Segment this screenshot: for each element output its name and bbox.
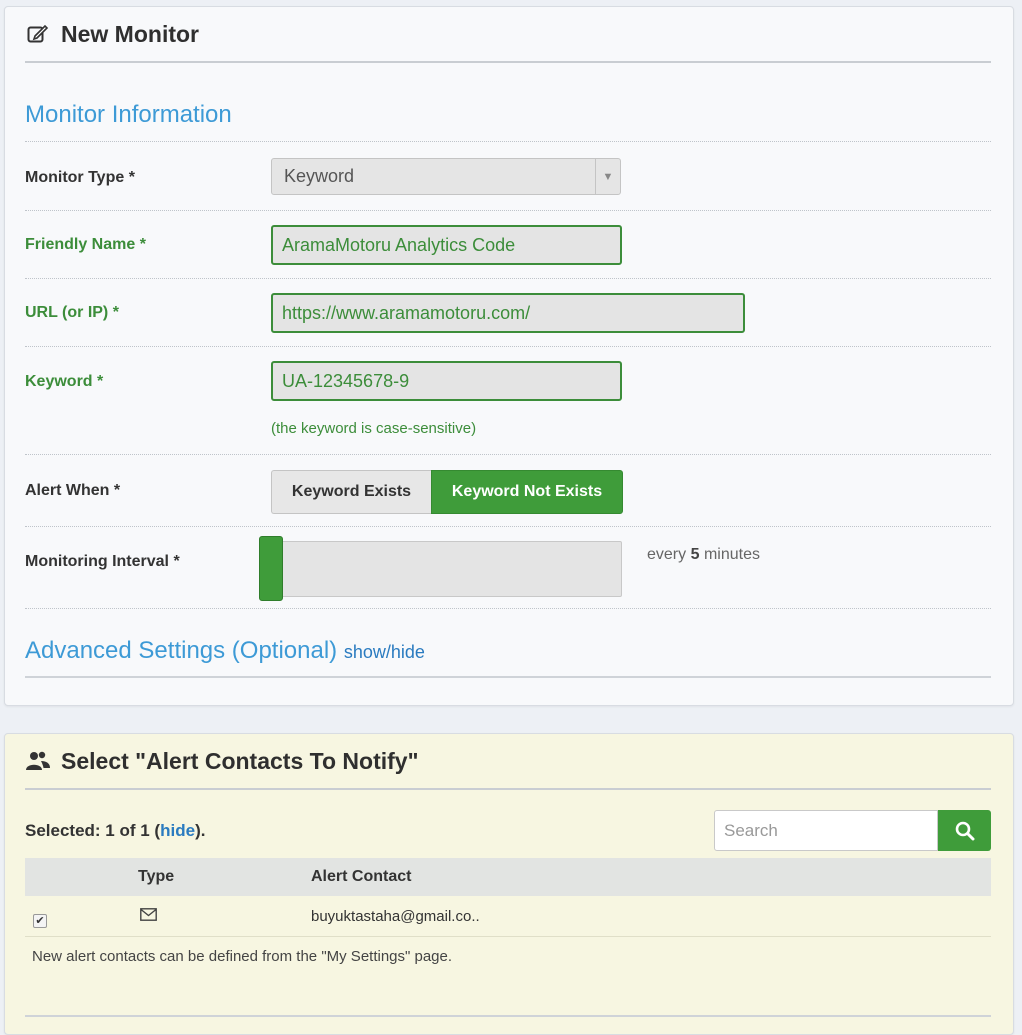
divider (25, 676, 991, 678)
friendly-name-label: Friendly Name * (25, 236, 146, 253)
panel-title: Select "Alert Contacts To Notify" (61, 747, 419, 774)
interval-suffix: minutes (703, 546, 760, 563)
interval-prefix: every (647, 546, 687, 563)
search-input[interactable] (714, 810, 938, 851)
friendly-name-input[interactable] (271, 225, 622, 265)
divider (25, 346, 991, 347)
search-placeholder: Search (724, 820, 778, 840)
panel-title: New Monitor (61, 20, 199, 47)
monitor-type-value: Keyword (284, 166, 355, 186)
users-icon (25, 748, 51, 774)
new-monitor-panel (4, 6, 1014, 706)
interval-slider[interactable] (259, 541, 622, 597)
column-header-type: Type (138, 868, 175, 885)
keyword-value: UA-12345678-9 (282, 370, 410, 391)
divider (25, 608, 991, 609)
divider (25, 141, 991, 142)
advanced-show-hide-link[interactable]: show/hide (343, 642, 425, 662)
selected-count (25, 821, 205, 841)
selected-count-text: Selected: 1 of 1 ( (25, 821, 161, 840)
url-input[interactable] (271, 293, 745, 333)
alert-when-label: Alert When * (25, 482, 121, 499)
keyword-hint: (the keyword is case-sensitive) (271, 420, 477, 437)
keyword-not-exists-button[interactable]: Keyword Not Exists (431, 470, 623, 514)
search-icon (955, 821, 975, 841)
friendly-name-value: AramaMotoru Analytics Code (282, 234, 516, 255)
chevron-down-icon[interactable]: ▼ (595, 159, 620, 194)
edit-icon (25, 21, 51, 47)
divider (25, 936, 991, 937)
interval-slider-handle[interactable] (259, 536, 283, 601)
column-header-alert-contact: Alert Contact (311, 868, 412, 885)
interval-value: 5 (690, 546, 700, 563)
monitoring-interval-label: Monitoring Interval * (25, 553, 180, 570)
interval-readout (647, 546, 760, 564)
divider (25, 454, 991, 455)
keyword-input[interactable] (271, 361, 622, 401)
table-header (25, 858, 991, 896)
keyword-exists-button[interactable]: Keyword Exists (271, 470, 431, 514)
divider (25, 526, 991, 527)
advanced-settings-title (25, 637, 425, 665)
divider (25, 1015, 991, 1017)
divider (25, 278, 991, 279)
monitor-type-label: Monitor Type * (25, 169, 135, 186)
keyword-label: Keyword * (25, 373, 104, 390)
panel-header (25, 7, 991, 63)
contact-checkbox[interactable]: ✔ (33, 914, 47, 928)
alert-contacts-panel (4, 733, 1014, 1035)
url-value: https://www.aramamotoru.com/ (282, 302, 531, 323)
alert-when-toggle (271, 470, 623, 514)
hide-link[interactable]: hide (160, 821, 196, 840)
envelope-icon (140, 908, 157, 925)
alert-contacts-note: New alert contacts can be defined from the "My Settings" page. (32, 948, 453, 965)
search-button[interactable] (938, 810, 991, 851)
url-label: URL (or IP) * (25, 304, 119, 321)
contact-email: buyuktastaha@gmail.co.. (311, 908, 480, 925)
section-title: Monitor Information (25, 101, 232, 128)
advanced-settings-label: Advanced Settings (Optional) (25, 637, 338, 664)
selected-count-suffix: ). (195, 821, 206, 840)
monitor-type-select[interactable] (271, 158, 621, 195)
panel-header (25, 734, 991, 790)
divider (25, 210, 991, 211)
